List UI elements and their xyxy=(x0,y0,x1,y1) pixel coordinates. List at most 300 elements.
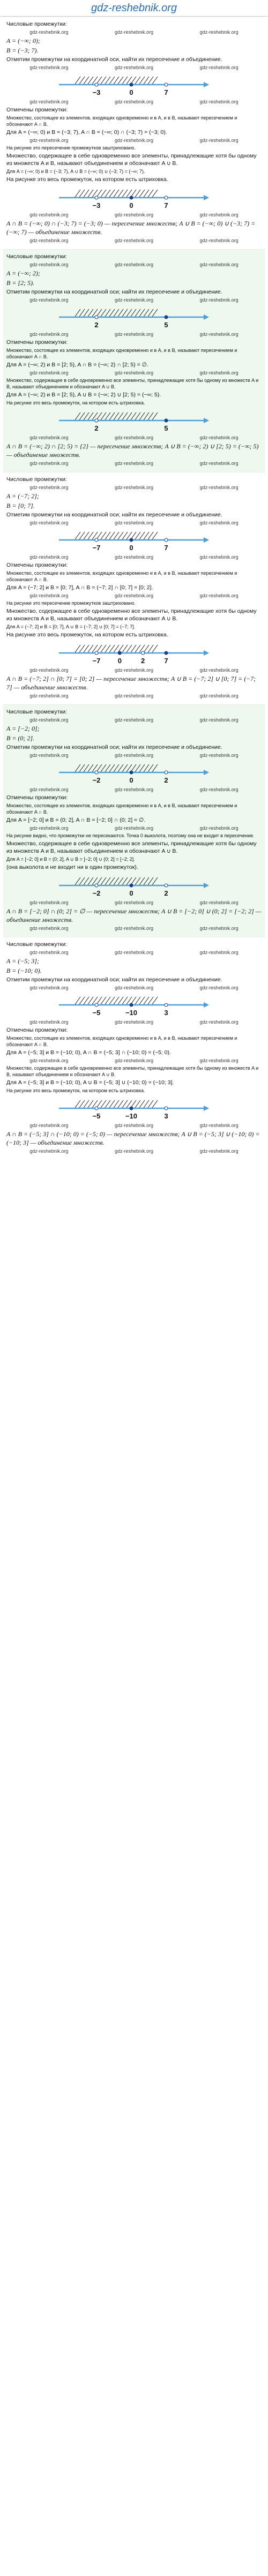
hatch-stroke xyxy=(79,532,85,539)
watermark-text: gdz-reshebnik.org xyxy=(199,520,239,525)
hatch-stroke xyxy=(114,412,119,420)
hatch-stroke xyxy=(109,309,115,317)
number-line xyxy=(6,408,262,433)
axis-point xyxy=(95,771,98,774)
hatch-stroke xyxy=(152,190,158,197)
hatch-stroke xyxy=(105,877,110,885)
axis-point xyxy=(165,884,168,887)
task-statement: A = (−5; 3]; xyxy=(6,957,39,965)
watermark-text: gdz-reshebnik.org xyxy=(29,520,69,525)
hatch-stroke xyxy=(118,645,123,652)
explanation-line: Отмечены промежутки: xyxy=(6,562,68,568)
result-line: A ∩ B = (−∞; 2) ∩ [2; 5) = {2} — пересечение множеств; A ∪ B = (−∞; 2) ∪ [2; 5) = (−∞; 5) — объединение множеств. xyxy=(6,442,259,459)
explanation-line: Для A = (−7; 2] и B = [0; 7], A ∪ B = (−7; 2] ∪ [0; 7] = (−7; 7]. xyxy=(6,624,136,629)
number-line xyxy=(6,641,262,665)
hatch-stroke xyxy=(139,877,145,885)
task-statement: B = [0; 7]. xyxy=(6,502,35,509)
hatch-stroke xyxy=(118,997,123,1004)
axis-arrow-icon xyxy=(204,314,209,320)
axis-label: 2 xyxy=(94,321,99,329)
number-line xyxy=(6,305,262,329)
watermark-row xyxy=(6,554,262,560)
axis-arrow-icon xyxy=(204,537,209,543)
axis-label: 2 xyxy=(94,424,99,432)
hatch-stroke xyxy=(101,997,106,1004)
hatching xyxy=(75,77,158,84)
watermark-text: gdz-reshebnik.org xyxy=(29,212,69,217)
hatch-stroke xyxy=(144,412,149,420)
watermark-row xyxy=(6,900,262,905)
hatch-stroke xyxy=(118,190,123,197)
hatch-stroke xyxy=(148,309,153,317)
number-line-svg xyxy=(54,72,214,97)
watermark-text: gdz-reshebnik.org xyxy=(199,554,239,560)
number-line-svg xyxy=(54,408,214,433)
watermark-text: gdz-reshebnik.org xyxy=(29,900,69,905)
watermark-text: gdz-reshebnik.org xyxy=(199,138,239,143)
hatch-stroke xyxy=(75,997,80,1004)
watermark-text: gdz-reshebnik.org xyxy=(114,1148,153,1154)
watermark-row xyxy=(6,1058,262,1063)
axis-point xyxy=(130,1107,133,1110)
hatch-stroke xyxy=(84,309,89,317)
hatch-stroke xyxy=(144,997,149,1004)
watermark-text: gdz-reshebnik.org xyxy=(114,593,153,598)
task-statement: A = [−2; 0]; xyxy=(6,725,40,732)
watermark-text: gdz-reshebnik.org xyxy=(29,787,69,792)
watermark-text: gdz-reshebnik.org xyxy=(199,332,239,337)
hatch-stroke xyxy=(118,309,123,317)
watermark-text: gdz-reshebnik.org xyxy=(29,1123,69,1128)
hatch-stroke xyxy=(118,1100,123,1108)
explanation-line: На рисунке видно, что промежутки не пересекаются. Точка 0 выколота, поэтому она не входит в пересечение. xyxy=(6,833,255,838)
hatch-stroke xyxy=(114,997,119,1004)
hatch-stroke xyxy=(135,645,140,652)
hatch-stroke xyxy=(101,877,106,885)
hatch-stroke xyxy=(109,412,115,420)
axis-arrow-icon xyxy=(204,195,209,200)
axis-point xyxy=(95,1107,98,1110)
watermark-row xyxy=(6,297,262,303)
watermark-text: gdz-reshebnik.org xyxy=(199,950,239,955)
axis-label: −2 xyxy=(92,889,101,897)
hatch-stroke xyxy=(79,997,85,1004)
hatch-stroke xyxy=(152,997,158,1004)
hatch-stroke xyxy=(118,877,123,885)
task-statement: Отметим промежутки на координатной оси; найти их пересечение и объединение. xyxy=(6,977,222,983)
hatch-stroke xyxy=(122,645,128,652)
explanation-line: Множество, содержащее в себе одновременно все элементы, принадлежащие хотя бы одному из множеств A и B, называют объединением и обозначают A ∪ B. xyxy=(6,378,259,389)
watermark-text: gdz-reshebnik.org xyxy=(199,1123,239,1128)
axis-label: 0 xyxy=(129,776,133,784)
hatch-stroke xyxy=(135,532,140,539)
watermark-row xyxy=(6,753,262,758)
explanation-line: Множество, содержащее в себе одновременно все элементы, принадлежащие хотя бы одному из множеств A и B, называют объединением и обозначают A ∪ B. xyxy=(6,1065,259,1077)
hatch-stroke xyxy=(131,309,136,317)
explanation-line: Отмечены промежутки: xyxy=(6,1027,68,1033)
watermark-row xyxy=(6,485,262,490)
task-statement: Отметим промежутки на координатной оси; найти их пересечение и объединение. xyxy=(6,512,222,518)
hatch-stroke xyxy=(114,77,119,84)
hatch-stroke xyxy=(152,1100,158,1108)
task-section xyxy=(3,472,265,704)
watermark-text: gdz-reshebnik.org xyxy=(114,212,153,217)
axis-label: 2 xyxy=(141,657,145,665)
hatch-stroke xyxy=(109,997,115,1004)
hatch-stroke xyxy=(139,997,145,1004)
axis-point xyxy=(165,316,168,319)
number-line xyxy=(6,528,262,552)
watermark-row xyxy=(6,212,262,217)
axis-point xyxy=(165,419,168,422)
task-statement: B = (−10; 0). xyxy=(6,967,42,974)
solution-content xyxy=(0,17,268,1160)
axis-arrow-icon xyxy=(204,650,209,656)
hatch-stroke xyxy=(144,877,149,885)
number-line-svg xyxy=(54,528,214,552)
watermark-text: gdz-reshebnik.org xyxy=(29,1019,69,1025)
site-logo[interactable]: gdz-reshebnik.org xyxy=(91,2,177,14)
axis-point xyxy=(130,771,133,774)
explanation-line: Для A = (−∞; 2) и B = [2; 5), A ∩ B = (−∞; 2) ∩ [2; 5) = ∅. xyxy=(6,362,148,368)
axis-arrow-icon xyxy=(204,883,209,888)
watermark-text: gdz-reshebnik.org xyxy=(114,29,153,35)
hatch-stroke xyxy=(118,532,123,539)
watermark-text: gdz-reshebnik.org xyxy=(29,332,69,337)
hatch-stroke xyxy=(101,190,106,197)
hatch-stroke xyxy=(148,645,153,652)
watermark-text: gdz-reshebnik.org xyxy=(114,926,153,931)
watermark-text: gdz-reshebnik.org xyxy=(114,1019,153,1025)
explanation-line: Множество, состоящее из элементов, входящих одновременно и в A, и в B, называют пересечением и обозначают A ∩ B. xyxy=(6,1035,237,1047)
number-line xyxy=(6,993,262,1017)
hatching xyxy=(75,309,158,317)
hatch-stroke xyxy=(114,645,119,652)
watermark-text: gdz-reshebnik.org xyxy=(114,753,153,758)
watermark-text: gdz-reshebnik.org xyxy=(114,900,153,905)
watermark-text: gdz-reshebnik.org xyxy=(114,461,153,466)
watermark-text: gdz-reshebnik.org xyxy=(29,262,69,267)
watermark-text: gdz-reshebnik.org xyxy=(29,1058,69,1063)
hatch-stroke xyxy=(144,77,149,84)
hatch-stroke xyxy=(88,412,93,420)
explanation-line: Для A = (−∞; 2) и B = [2; 5), A ∪ B = (−∞; 2) ∪ [2; 5) = (−∞; 5). xyxy=(6,392,161,398)
watermark-text: gdz-reshebnik.org xyxy=(114,1058,153,1063)
watermark-row xyxy=(6,950,262,955)
hatch-stroke xyxy=(84,764,89,772)
watermark-row xyxy=(6,1148,262,1154)
hatch-stroke xyxy=(88,645,93,652)
axis-point xyxy=(118,651,121,655)
axis-label: 2 xyxy=(164,776,168,784)
watermark-text: gdz-reshebnik.org xyxy=(199,717,239,723)
task-section xyxy=(3,937,265,1160)
hatch-stroke xyxy=(105,645,110,652)
hatch-stroke xyxy=(88,77,93,84)
watermark-text: gdz-reshebnik.org xyxy=(199,693,239,699)
hatch-stroke xyxy=(79,77,85,84)
explanation-line: На рисунке это весь промежуток, на котором есть штриховка. xyxy=(6,176,168,183)
axis-label: 3 xyxy=(164,1009,168,1017)
axis-label: 7 xyxy=(164,657,168,665)
watermark-text: gdz-reshebnik.org xyxy=(29,485,69,490)
hatch-stroke xyxy=(75,309,80,317)
task-statement: Числовые промежутки: xyxy=(6,709,67,715)
hatching xyxy=(75,412,158,420)
hatching xyxy=(75,1100,158,1108)
hatch-stroke xyxy=(139,1100,145,1108)
axis-point xyxy=(95,316,98,319)
watermark-text: gdz-reshebnik.org xyxy=(199,1058,239,1063)
explanation-line: Для A = (−7; 2] и B = [0; 7], A ∩ B = (−7; 2] ∩ [0; 7] = [0; 2]. xyxy=(6,584,153,591)
hatch-stroke xyxy=(109,77,115,84)
hatch-stroke xyxy=(84,877,89,885)
watermark-text: gdz-reshebnik.org xyxy=(199,485,239,490)
watermark-row xyxy=(6,65,262,70)
number-line-svg xyxy=(54,993,214,1017)
number-line xyxy=(6,72,262,97)
hatch-stroke xyxy=(105,1100,110,1108)
watermark-row xyxy=(6,370,262,375)
number-line xyxy=(6,873,262,898)
axis-point xyxy=(95,83,98,86)
hatch-stroke xyxy=(105,764,110,772)
explanation-line: На рисунке это весь промежуток, на котором есть штриховка. xyxy=(6,400,145,405)
task-statement: A = (−∞; 2); xyxy=(6,269,40,277)
watermark-text: gdz-reshebnik.org xyxy=(199,29,239,35)
hatch-stroke xyxy=(79,190,85,197)
page-header xyxy=(0,0,268,17)
hatch-stroke xyxy=(135,1100,140,1108)
hatch-stroke xyxy=(79,877,85,885)
axis-label: −7 xyxy=(92,544,101,552)
hatch-stroke xyxy=(109,532,115,539)
explanation-line: Для A = [−2; 0] и B = (0; 2], A ∪ B = [−2; 0] ∪ (0; 2] = [−2; 2]. xyxy=(6,857,135,862)
watermark-text: gdz-reshebnik.org xyxy=(199,435,239,440)
task-statement: Отметим промежутки на координатной оси; найти их пересечение и объединение. xyxy=(6,289,222,295)
task-statement: B = (0; 2]. xyxy=(6,734,35,742)
watermark-text: gdz-reshebnik.org xyxy=(29,825,69,831)
explanation-line: Множество, состоящее из элементов, входящих одновременно и в A, и в B, называют пересечением и обозначают A ∩ B. xyxy=(6,803,237,815)
hatch-stroke xyxy=(135,997,140,1004)
watermark-text: gdz-reshebnik.org xyxy=(114,1123,153,1128)
hatch-stroke xyxy=(118,412,123,420)
watermark-text: gdz-reshebnik.org xyxy=(114,554,153,560)
watermark-text: gdz-reshebnik.org xyxy=(114,520,153,525)
hatch-stroke xyxy=(79,645,85,652)
explanation-line: Множество, содержащее в себе одновременно все элементы, принадлежащие хотя бы одному из множеств A и B, называют объединением и обозначают A ∪ B. xyxy=(6,153,257,167)
hatch-stroke xyxy=(144,764,149,772)
watermark-text: gdz-reshebnik.org xyxy=(29,435,69,440)
result-line: A ∩ B = [−2; 0] ∩ (0; 2] = ∅ — пересечение множеств; A ∪ B = [−2; 0] ∪ (0; 2] = [−2; 2] — объединение множеств. xyxy=(6,907,262,923)
explanation-line: Множество, состоящее из элементов, входящих одновременно и в A, и в B, называют пересечением и обозначают A ∩ B. xyxy=(6,570,237,582)
hatch-stroke xyxy=(114,190,119,197)
axis-point xyxy=(165,1003,168,1007)
watermark-row xyxy=(6,520,262,525)
watermark-text: gdz-reshebnik.org xyxy=(114,138,153,143)
hatch-stroke xyxy=(109,1100,115,1108)
watermark-row xyxy=(6,99,262,104)
watermark-row xyxy=(6,435,262,440)
task-statement: Числовые промежутки: xyxy=(6,941,67,948)
watermark-text: gdz-reshebnik.org xyxy=(29,693,69,699)
explanation-line: Отмечены промежутки: xyxy=(6,339,68,346)
watermark-text: gdz-reshebnik.org xyxy=(199,461,239,466)
watermark-row xyxy=(6,985,262,990)
hatching xyxy=(75,532,158,539)
hatch-stroke xyxy=(122,412,128,420)
explanation-line: Для A = (−∞; 0) и B = (−3; 7), A ∩ B = (−∞; 0) ∩ (−3; 7) = (−3; 0). xyxy=(6,129,167,136)
hatch-stroke xyxy=(88,532,93,539)
hatch-stroke xyxy=(79,412,85,420)
hatch-stroke xyxy=(79,309,85,317)
watermark-text: gdz-reshebnik.org xyxy=(114,297,153,303)
number-line-svg xyxy=(54,1096,214,1121)
watermark-text: gdz-reshebnik.org xyxy=(199,99,239,104)
hatch-stroke xyxy=(101,309,106,317)
hatch-stroke xyxy=(122,77,128,84)
number-line-svg xyxy=(54,305,214,329)
hatch-stroke xyxy=(118,764,123,772)
watermark-text: gdz-reshebnik.org xyxy=(199,1019,239,1025)
hatch-stroke xyxy=(148,1100,153,1108)
watermark-text: gdz-reshebnik.org xyxy=(199,65,239,70)
hatching xyxy=(75,877,158,885)
number-line-svg xyxy=(54,873,214,898)
watermark-text: gdz-reshebnik.org xyxy=(114,65,153,70)
watermark-text: gdz-reshebnik.org xyxy=(29,297,69,303)
hatch-stroke xyxy=(75,1100,80,1108)
hatch-stroke xyxy=(109,190,115,197)
axis-point xyxy=(130,196,133,199)
watermark-text: gdz-reshebnik.org xyxy=(29,29,69,35)
hatch-stroke xyxy=(152,309,158,317)
result-line: A ∩ B = (−5; 3] ∩ (−10; 0) = (−5; 0) — пересечение множеств; A ∪ B = (−5; 3] ∪ (−10; 0) = (−10; 3] — объединение множеств. xyxy=(6,1130,260,1146)
watermark-row xyxy=(6,1123,262,1128)
explanation-line: Множество, содержащее в себе одновременно все элементы, принадлежащие хотя бы одному из множеств A и B, называют объединением и обозначают A ∪ B. xyxy=(6,840,257,854)
hatch-stroke xyxy=(88,764,93,772)
hatch-stroke xyxy=(139,412,145,420)
axis-arrow-icon xyxy=(204,82,209,87)
hatch-stroke xyxy=(88,877,93,885)
number-line-svg xyxy=(54,185,214,210)
task-statement: Отметим промежутки на координатной оси, найти их пересечение и объединение. xyxy=(6,56,222,63)
axis-point xyxy=(130,1003,133,1007)
hatch-stroke xyxy=(131,645,136,652)
watermark-text: gdz-reshebnik.org xyxy=(199,985,239,990)
hatch-stroke xyxy=(122,309,128,317)
axis-point xyxy=(165,83,168,86)
watermark-text: gdz-reshebnik.org xyxy=(114,238,153,243)
hatch-stroke xyxy=(101,645,106,652)
hatch-stroke xyxy=(75,190,80,197)
axis-point xyxy=(95,1003,98,1007)
watermark-text: gdz-reshebnik.org xyxy=(114,370,153,375)
axis-label: 0 xyxy=(129,88,133,96)
watermark-text: gdz-reshebnik.org xyxy=(114,485,153,490)
hatch-stroke xyxy=(139,190,145,197)
watermark-text: gdz-reshebnik.org xyxy=(29,65,69,70)
watermark-text: gdz-reshebnik.org xyxy=(199,593,239,598)
watermark-text: gdz-reshebnik.org xyxy=(199,370,239,375)
hatch-stroke xyxy=(148,412,153,420)
watermark-row xyxy=(6,667,262,673)
watermark-text: gdz-reshebnik.org xyxy=(29,238,69,243)
explanation-line: Отмечены промежутки: xyxy=(6,794,68,801)
watermark-row xyxy=(6,1019,262,1025)
watermark-row xyxy=(6,787,262,792)
hatch-stroke xyxy=(114,764,119,772)
task-statement: Числовые промежутки: xyxy=(6,253,67,260)
axis-label: −2 xyxy=(92,776,101,784)
hatch-stroke xyxy=(126,412,132,420)
axis-arrow-icon xyxy=(204,1002,209,1008)
explanation-line: Для A = [−2; 0] и B = (0; 2], A ∩ B = [−2; 0] ∩ (0; 2] = ∅. xyxy=(6,817,146,823)
task-statement: B = [2; 5). xyxy=(6,279,35,287)
axis-label: −10 xyxy=(125,1112,138,1120)
hatch-stroke xyxy=(135,77,140,84)
number-line xyxy=(6,1096,262,1121)
axis-arrow-icon xyxy=(204,1106,209,1111)
axis-point xyxy=(165,538,168,542)
watermark-text: gdz-reshebnik.org xyxy=(29,717,69,723)
axis-point xyxy=(95,884,98,887)
axis-arrow-icon xyxy=(204,770,209,775)
watermark-text: gdz-reshebnik.org xyxy=(29,950,69,955)
number-line xyxy=(6,760,262,785)
watermark-row xyxy=(6,138,262,143)
watermark-row xyxy=(6,332,262,337)
hatch-stroke xyxy=(144,1100,149,1108)
axis-arrow-icon xyxy=(204,418,209,423)
explanation-line: На рисунке это пересечение промежутков заштриховано. xyxy=(6,145,136,151)
hatch-stroke xyxy=(139,77,145,84)
hatch-stroke xyxy=(88,997,93,1004)
axis-point xyxy=(165,771,168,774)
explanation-line: Для A = (−5; 3] и B = (−10; 0), A ∩ B = (−5; 3] ∩ (−10; 0) = (−5; 0). xyxy=(6,1049,171,1056)
watermark-text: gdz-reshebnik.org xyxy=(199,297,239,303)
watermark-row xyxy=(6,693,262,699)
hatch-stroke xyxy=(84,532,89,539)
explanation-line: Для A = (−∞; 0) и B = (−3; 7), A ∪ B = (−∞; 0) ∪ (−3; 7) = (−∞; 7). xyxy=(6,169,145,174)
hatch-stroke xyxy=(122,997,128,1004)
hatch-stroke xyxy=(101,532,106,539)
hatch-stroke xyxy=(122,764,128,772)
hatch-stroke xyxy=(148,532,153,539)
explanation-line: (она выколота и не входит ни в один промежуток). xyxy=(6,864,138,870)
axis-label: 5 xyxy=(164,321,168,329)
hatch-stroke xyxy=(75,877,80,885)
hatch-stroke xyxy=(152,764,158,772)
axis-point xyxy=(165,196,168,199)
watermark-row xyxy=(6,238,262,243)
axis-point xyxy=(95,538,98,542)
watermark-text: gdz-reshebnik.org xyxy=(114,693,153,699)
hatch-stroke xyxy=(75,412,80,420)
watermark-text: gdz-reshebnik.org xyxy=(114,985,153,990)
hatch-stroke xyxy=(101,412,106,420)
hatching xyxy=(75,764,158,772)
watermark-text: gdz-reshebnik.org xyxy=(29,667,69,673)
watermark-text: gdz-reshebnik.org xyxy=(199,825,239,831)
hatch-stroke xyxy=(79,1100,85,1108)
hatch-stroke xyxy=(148,190,153,197)
explanation-line: На рисунке это весь промежуток, на котором есть штриховка. xyxy=(6,632,168,638)
watermark-text: gdz-reshebnik.org xyxy=(114,332,153,337)
number-line-svg xyxy=(54,641,214,665)
watermark-text: gdz-reshebnik.org xyxy=(29,99,69,104)
task-statement: B = (−3; 7). xyxy=(6,47,39,54)
